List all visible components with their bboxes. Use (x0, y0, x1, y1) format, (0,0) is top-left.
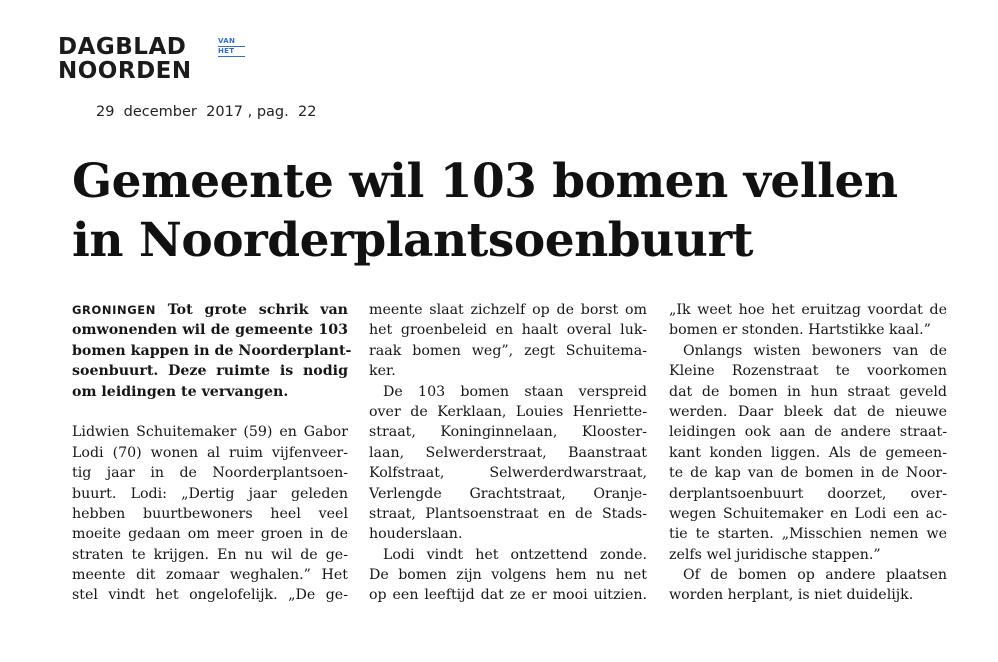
body-line: meente dit zomaar weghalen.” Het (72, 567, 348, 584)
body-line: Onlangs wisten bewoners van de (683, 342, 947, 359)
logo-line-1: DAGBLAD (58, 34, 187, 60)
logo-van: VAN (218, 38, 245, 47)
lead-line: bomen kappen in de Noorderplant- (72, 342, 352, 359)
body-line: buurt. Lodi: „Dertig jaar geleden (72, 485, 348, 502)
body-line: worden herplant, is niet duidelijk. (669, 587, 914, 604)
body-line: Kleine Rozenstraat te voorkomen (669, 363, 947, 380)
headline-line-1: Gemeente wil 103 bomen vellen (72, 154, 898, 209)
body-line: Lidwien Schuitemaker (59) en Gabor (72, 424, 348, 441)
body-line: stel vindt het ongelofelijk. „De ge- (72, 587, 348, 604)
body-line: meente slaat zichzelf op de borst om (369, 302, 647, 318)
body-line: bomen er stonden. Hartstikke kaal.” (669, 322, 931, 339)
body-line: De 103 bomen staan verspreid (383, 383, 647, 400)
body-line: over de Kerklaan, Louies Henriette- (369, 403, 647, 420)
body-line: ker. (369, 363, 396, 380)
body-line: straten te krijgen. En nu wil de ge- (72, 546, 348, 563)
body-line: Of de bomen op andere plaatsen (683, 567, 947, 584)
publication-date: 29 december 2017 , pag. 22 (96, 104, 317, 120)
location-label: GRONINGEN (72, 303, 156, 317)
body-line: raak bomen weg”, zegt Schuitema- (369, 342, 647, 359)
body-line: derplantsoenbuurt doorzet, over- (669, 485, 947, 502)
article-column-2 (369, 300, 647, 606)
lead-line: omwonenden wil de gemeente 103 (72, 322, 348, 339)
logo-het: HET (218, 48, 245, 57)
body-line: De bomen zijn volgens hem nu net (369, 567, 647, 584)
body-line: laan, Selwerderstraat, Baanstraat (369, 444, 647, 461)
newspaper-logo (58, 35, 248, 85)
article-headline (72, 152, 972, 270)
body-line: dat de bomen in hun straat geveld (669, 383, 947, 400)
body-line: „Ik weet hoe het eruitzag voordat de (669, 302, 947, 318)
body-line: werden. Daar bleek dat de nieuwe (669, 403, 947, 420)
article-column-1 (72, 300, 352, 606)
body-line: te de kap van de bomen in de Noor- (669, 465, 947, 482)
body-line: wegen Schuitemaker en Lodi een ac- (669, 505, 947, 522)
body-line: moeite gedaan om meer groen in de (72, 526, 348, 543)
lead-line: om leidingen te vervangen. (72, 383, 289, 400)
body-line: Kolfstraat, Selwerderdwarstraat, (369, 465, 647, 482)
body-line: leidingen ook aan de andere straat- (669, 424, 947, 441)
body-line: houderslaan. (369, 526, 463, 543)
body-line: Lodi (70) wonen al ruim vijfenveer- (72, 444, 348, 461)
body-line: straat, Koninginnelaan, Klooster- (369, 424, 647, 441)
logo-van-het (218, 38, 245, 58)
logo-line-2: NOORDEN (58, 58, 192, 84)
body-line: zelfs wel juridische stappen.” (669, 546, 881, 563)
body-line: het groenbeleid en haalt overal luk- (369, 322, 647, 339)
body-line: hebben buurtbewoners heel veel (72, 505, 348, 522)
body-line: tie te starten. „Misschien nemen we (669, 526, 947, 543)
body-line: tig jaar in de Noorderplantsoen- (72, 465, 348, 482)
headline-line-2: in Noorderplantsoenbuurt (72, 213, 753, 268)
body-line: Verlengde Grachtstraat, Oranje- (369, 485, 647, 502)
article-column-3 (669, 300, 947, 606)
lead-line: soenbuurt. Deze ruimte is nodig (72, 363, 348, 380)
body-line: straat, Plantsoenstraat en de Stads- (369, 505, 647, 522)
body-line: kant konden liggen. Als de gemeen- (669, 444, 947, 461)
body-line: op een leeftijd dat ze er mooi uitzien. (369, 587, 647, 604)
body-line: Lodi vindt het ontzettend zonde. (383, 546, 647, 563)
lead-line: GRONINGEN Tot grote schrik van (72, 302, 348, 318)
